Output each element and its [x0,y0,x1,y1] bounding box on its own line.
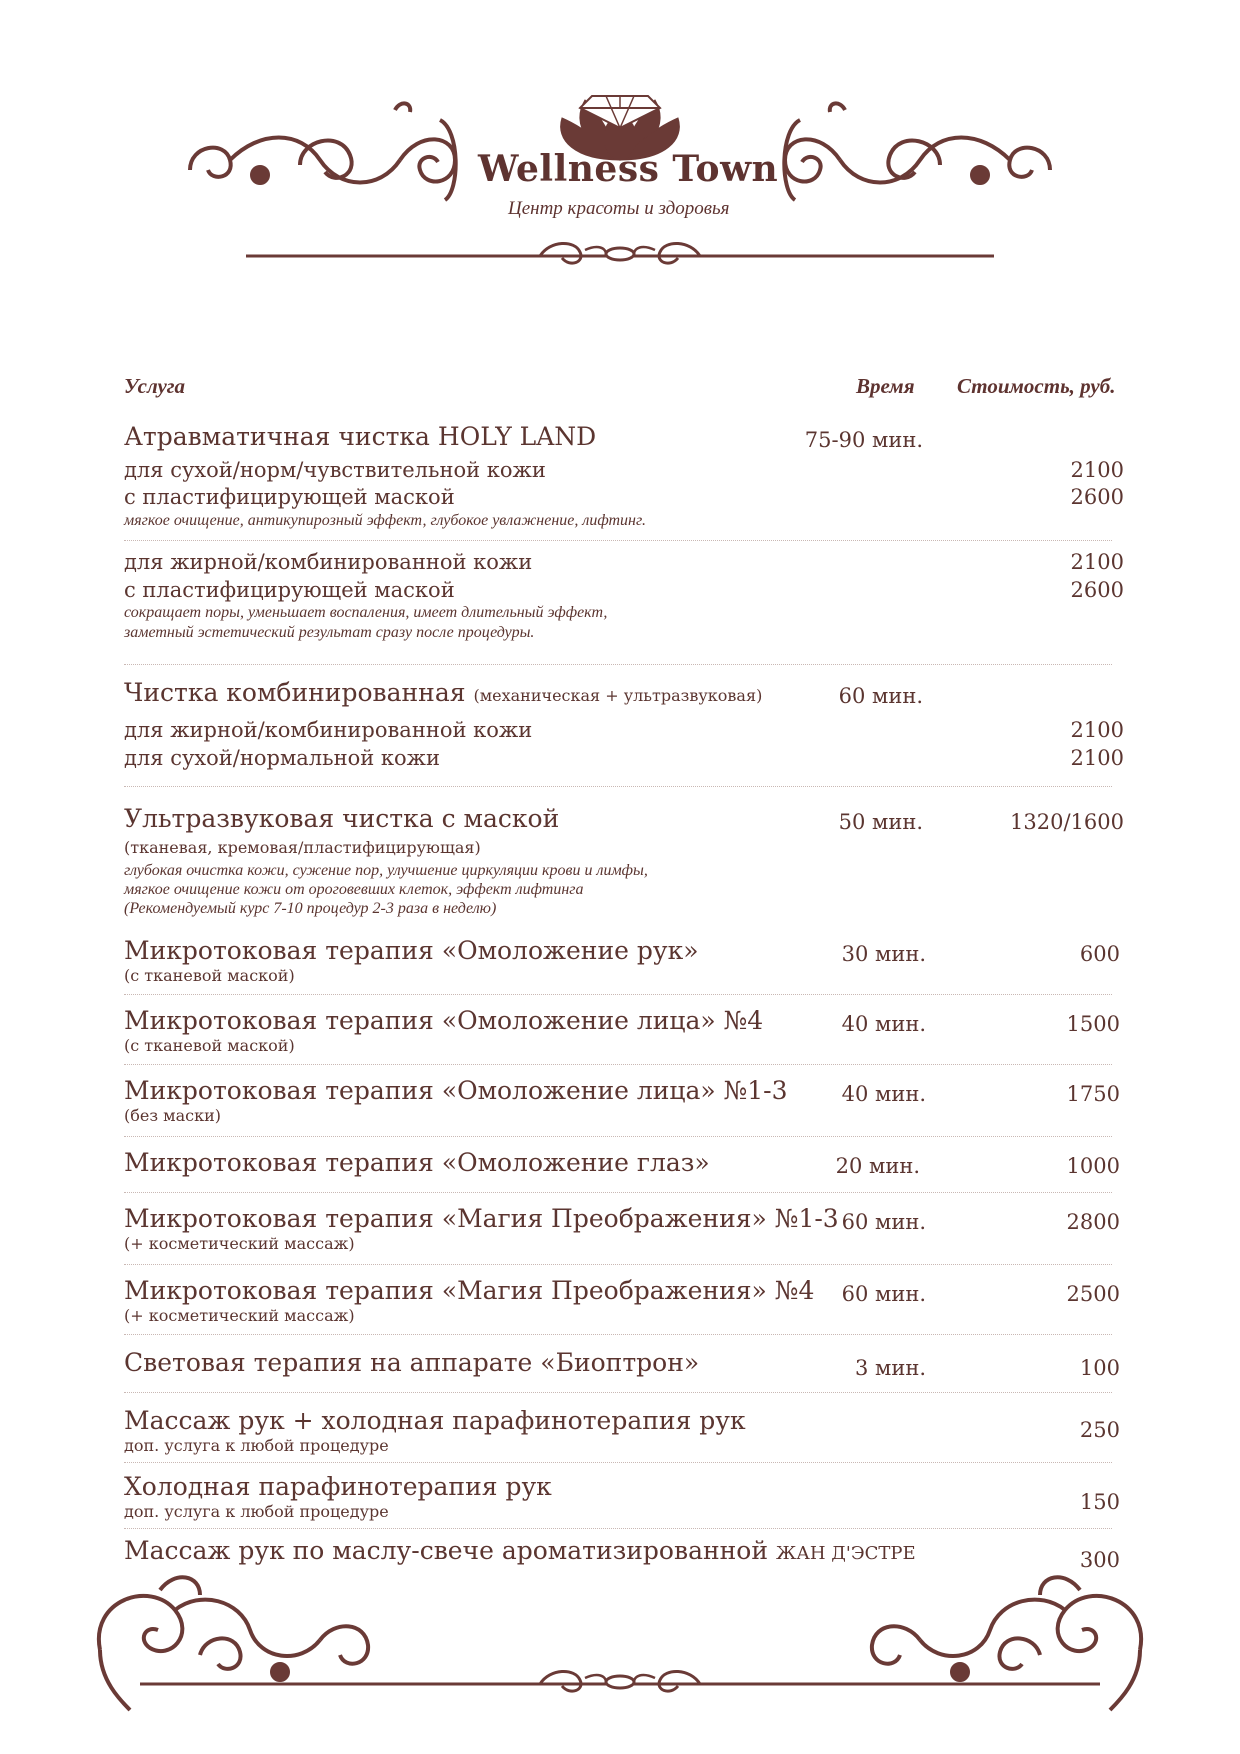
row-divider [124,1392,1112,1393]
ornament-header [0,0,1240,290]
service-time: 30 мин. [841,942,926,966]
service-price: 2100 [1070,718,1124,742]
service-subtitle: (с тканевой маской) [124,966,295,985]
service-description: глубокая очистка кожи, сужение пор, улучшение циркуляции крови и лимфы, [124,862,648,879]
service-price: 1500 [1066,1012,1120,1036]
service-price: 2800 [1066,1210,1120,1234]
scroll-bottom-left-icon [99,1577,368,1710]
service-title: Массаж рук + холодная парафинотерапия рук [124,1406,746,1435]
row-divider [124,664,1112,665]
row-divider [124,1064,1112,1065]
service-price: 250 [1079,1418,1120,1442]
service-price: 100 [1079,1356,1120,1380]
service-description: заметный эстетический результат сразу после процедуры. [124,624,535,641]
service-subtitle: (+ косметический массаж) [124,1306,355,1325]
service-time: 60 мин. [841,1210,926,1234]
service-title: Микротоковая терапия «Магия Преображения» №1-3 [124,1204,839,1233]
service-price: 300 [1079,1548,1120,1572]
service-title: Атравматичная чистка HOLY LAND [124,422,597,451]
service-title: Микротоковая терапия «Омоложение глаз» [124,1148,710,1177]
row-divider [124,786,1112,787]
service-option: с пластифицирующей маской [124,578,455,602]
row-divider [124,1334,1112,1335]
service-option: для жирной/комбинированной кожи [124,718,533,742]
service-price: 2100 [1070,550,1124,574]
service-price: 2100 [1070,458,1124,482]
column-header-time: Время [856,374,915,398]
service-price: 2100 [1070,746,1124,770]
row-divider [124,1136,1112,1137]
row-divider [124,540,1112,541]
row-divider [124,1264,1112,1265]
service-price: 2600 [1070,485,1124,509]
service-time: 3 мин. [854,1356,926,1380]
service-price: 1750 [1066,1082,1120,1106]
service-title: Микротоковая терапия «Магия Преображения» №4 [124,1276,815,1305]
service-subtitle: доп. услуга к любой процедуре [124,1502,389,1521]
service-title: Микротоковая терапия «Омоложение рук» [124,936,699,965]
row-divider [124,1528,1112,1529]
service-subtitle: (+ косметический массаж) [124,1234,355,1253]
service-time: 20 мин. [835,1154,920,1178]
service-description: мягкое очищение кожи от ороговевших клеток, эффект лифтинга [124,881,584,898]
service-price: 150 [1079,1490,1120,1514]
service-description: (Рекомендуемый курс 7-10 процедур 2-3 раза в неделю) [124,900,497,917]
service-price: 1000 [1066,1154,1120,1178]
service-description: мягкое очищение, антикупирозный эффект, глубокое увлажнение, лифтинг. [124,512,647,529]
column-header-price: Стоимость, руб. [957,374,1116,398]
service-title: Микротоковая терапия «Омоложение лица» №1-3 [124,1076,788,1105]
service-price: 600 [1079,942,1120,966]
service-subtitle: (с тканевой маской) [124,1036,295,1055]
service-price: 1320/1600 [1010,810,1124,834]
service-time: 40 мин. [841,1012,926,1036]
service-time: 75-90 мин. [804,428,923,452]
row-divider [124,994,1112,995]
header-divider-icon [246,243,994,263]
column-header-service: Услуга [124,374,186,398]
scroll-left-icon [190,103,456,200]
service-time: 50 мин. [838,810,923,834]
service-option: для сухой/норм/чувствительной кожи [124,458,546,482]
service-title-brand: ЖАН Д'ЭСТРЕ [775,1543,916,1564]
service-title-text: Массаж рук по маслу-свече ароматизированной [124,1536,769,1565]
service-price: 2500 [1066,1282,1120,1306]
service-title: Холодная парафинотерапия рук [124,1472,552,1501]
page-header [0,0,1240,290]
service-title-note: (механическая + ультразвуковая) [473,686,763,705]
brand-name: Wellness Town [478,148,779,190]
service-title [124,678,762,707]
service-time: 60 мин. [838,684,923,708]
scroll-right-icon [784,103,1050,200]
service-option: для сухой/нормальной кожи [124,746,440,770]
service-title: Микротоковая терапия «Омоложение лица» №4 [124,1006,764,1035]
service-subtitle: доп. услуга к любой процедуре [124,1436,389,1455]
service-option: с пластифицирующей маской [124,485,455,509]
row-divider [124,1462,1112,1463]
scroll-bottom-right-icon [872,1577,1141,1710]
service-subtitle: (без маски) [124,1106,222,1125]
service-subtitle: (тканевая, кремовая/пластифицирующая) [124,838,481,857]
row-divider [124,1192,1112,1193]
service-title: Световая терапия на аппарате «Биоптрон» [124,1348,700,1377]
page-footer [0,1560,1240,1754]
service-price: 2600 [1070,578,1124,602]
service-time: 40 мин. [841,1082,926,1106]
service-title: Ультразвуковая чистка с маской [124,804,560,833]
ornament-footer [0,1560,1240,1754]
brand-tagline: Центр красоты и здоровья [508,198,730,219]
service-description: сокращает поры, уменьшает воспаления, имеет длительный эффект, [124,604,608,621]
service-time: 60 мин. [841,1282,926,1306]
service-title-text: Чистка комбинированная [124,678,466,707]
service-option: для жирной/комбинированной кожи [124,550,533,574]
